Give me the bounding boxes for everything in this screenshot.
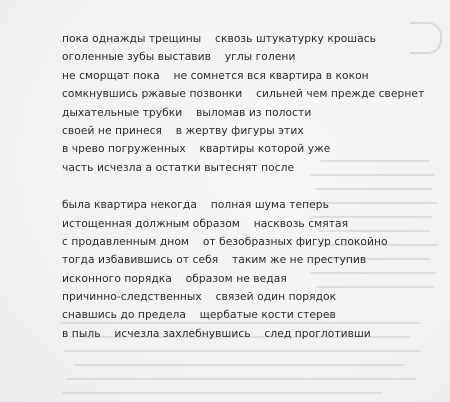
poem-line: дыхательные трубки выломав из полости [62,105,312,119]
poem-line: с продавленным дном от безобразных фигур спокойно [62,234,388,248]
poem-line: сомкнувшись ржавые позвонки сильней чем прежде свернет [62,87,425,101]
poem-line: пока однажды трещины сквозь штукатурку крошась [62,32,376,45]
poem-line: исконного порядка образом не ведая [62,271,287,285]
poem-line: снавшись до предела щербатые кости стерев [62,308,336,322]
poem-line: оголенные зубы выставив углы голени [62,50,296,64]
poem-line: в чрево погруженных квартиры которой уже [62,142,331,156]
poem-line: причинно-следственных связей один порядок [62,290,337,304]
stanza-2 [62,196,392,343]
poem-line: была квартира некогда полная шума теперь [62,198,329,212]
poem-line: тогда избавившись от себя таким же не преступив [62,253,367,267]
show-through-glyph [410,22,442,54]
stanza-1 [62,30,425,177]
poem-line: в пыль исчезла захлебнувшись след проглотивши [62,326,371,340]
poem-line: часть исчезла а остатки вытеснят после [62,160,295,174]
poem [62,30,425,343]
poem-line: не сморщат пока не сомнется вся квартира в кокон [62,68,369,82]
poem-line: истощенная должным образом насквозь смятая [62,216,349,230]
poem-line: своей не принеся в жертву фигуры этих [62,123,304,137]
